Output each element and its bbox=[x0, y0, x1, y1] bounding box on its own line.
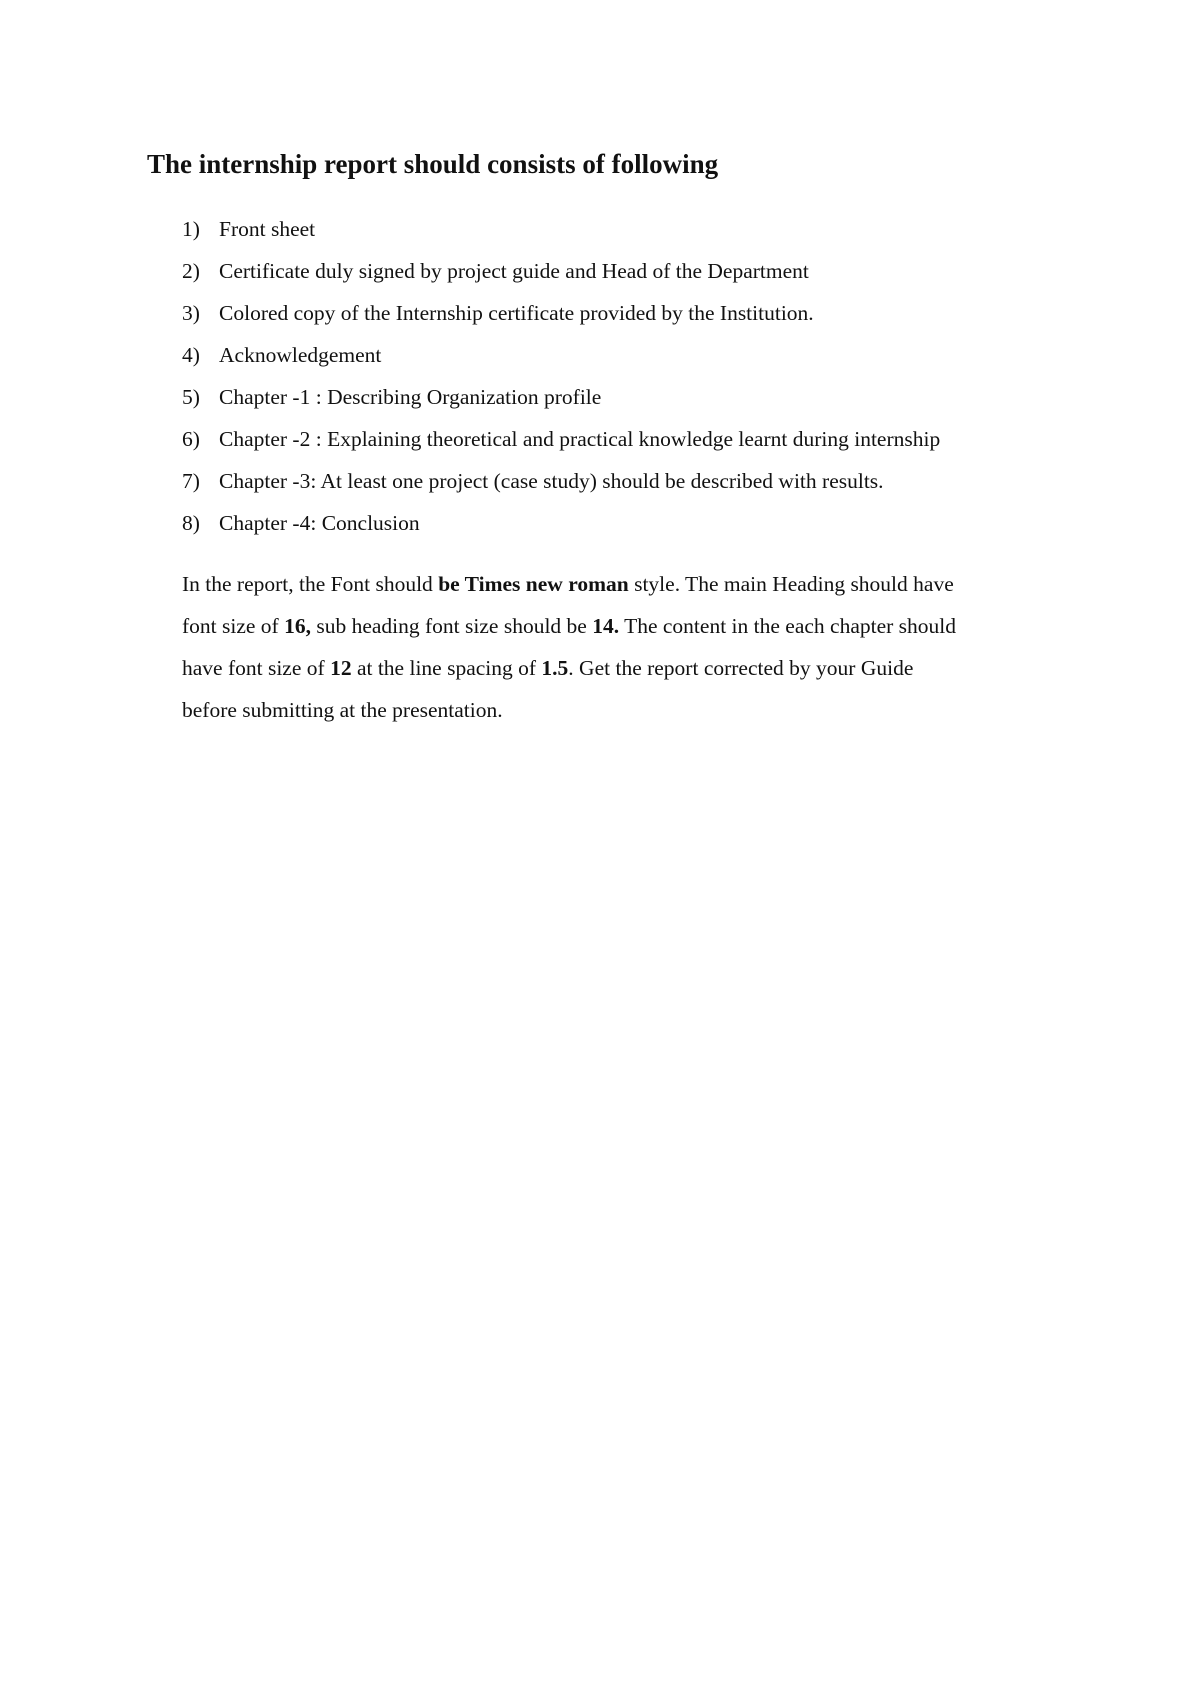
note-text: have font size of bbox=[182, 656, 331, 680]
note-line bbox=[182, 567, 1082, 609]
requirements-list bbox=[182, 212, 940, 548]
list-item-number: 4) bbox=[182, 343, 200, 367]
list-item-number: 7) bbox=[182, 469, 200, 493]
note-emphasis: 14. bbox=[592, 614, 620, 638]
list-item-number: 5) bbox=[182, 385, 200, 409]
note-text: sub heading font size should be bbox=[310, 614, 593, 638]
page-title: The internship report should consists of following bbox=[147, 149, 719, 179]
list-item bbox=[182, 506, 940, 548]
list-item-text: Acknowledgement bbox=[219, 343, 382, 367]
note-line bbox=[182, 609, 1082, 651]
list-item-text: Chapter -3: At least one project (case study) should be described with results. bbox=[219, 469, 884, 493]
list-item-number: 3) bbox=[182, 301, 200, 325]
list-item-text: Chapter -4: Conclusion bbox=[219, 511, 420, 535]
list-item bbox=[182, 212, 940, 254]
note-text: . Get the report corrected by your Guide bbox=[568, 656, 914, 680]
formatting-note bbox=[182, 567, 1082, 735]
list-item-number: 8) bbox=[182, 511, 200, 535]
list-item bbox=[182, 380, 940, 422]
note-emphasis: be Times new roman bbox=[438, 572, 629, 596]
note-text: at the line spacing of bbox=[351, 656, 542, 680]
list-item-number: 2) bbox=[182, 259, 200, 283]
note-emphasis: 1.5 bbox=[541, 656, 569, 680]
note-line bbox=[182, 651, 1082, 693]
note-line bbox=[182, 693, 1082, 735]
list-item bbox=[182, 296, 940, 338]
list-item bbox=[182, 338, 940, 380]
list-item bbox=[182, 464, 940, 506]
list-item bbox=[182, 422, 940, 464]
list-item-text: Front sheet bbox=[219, 217, 316, 241]
note-text: In the report, the Font should bbox=[182, 572, 439, 596]
list-item-text: Chapter -2 : Explaining theoretical and practical knowledge learnt during internship bbox=[219, 427, 941, 451]
note-text: The content in the each chapter should bbox=[619, 614, 957, 638]
list-item bbox=[182, 254, 940, 296]
list-item-text: Certificate duly signed by project guide and Head of the Department bbox=[219, 259, 809, 283]
note-emphasis: 12 bbox=[330, 656, 352, 680]
list-item-text: Chapter -1 : Describing Organization profile bbox=[219, 385, 602, 409]
note-text: font size of bbox=[182, 614, 285, 638]
note-text: style. The main Heading should have bbox=[628, 572, 954, 596]
note-text: before submitting at the presentation. bbox=[182, 698, 503, 722]
list-item-number: 6) bbox=[182, 427, 200, 451]
note-emphasis: 16, bbox=[284, 614, 311, 638]
list-item-text: Colored copy of the Internship certificate provided by the Institution. bbox=[219, 301, 814, 325]
list-item-number: 1) bbox=[182, 217, 200, 241]
